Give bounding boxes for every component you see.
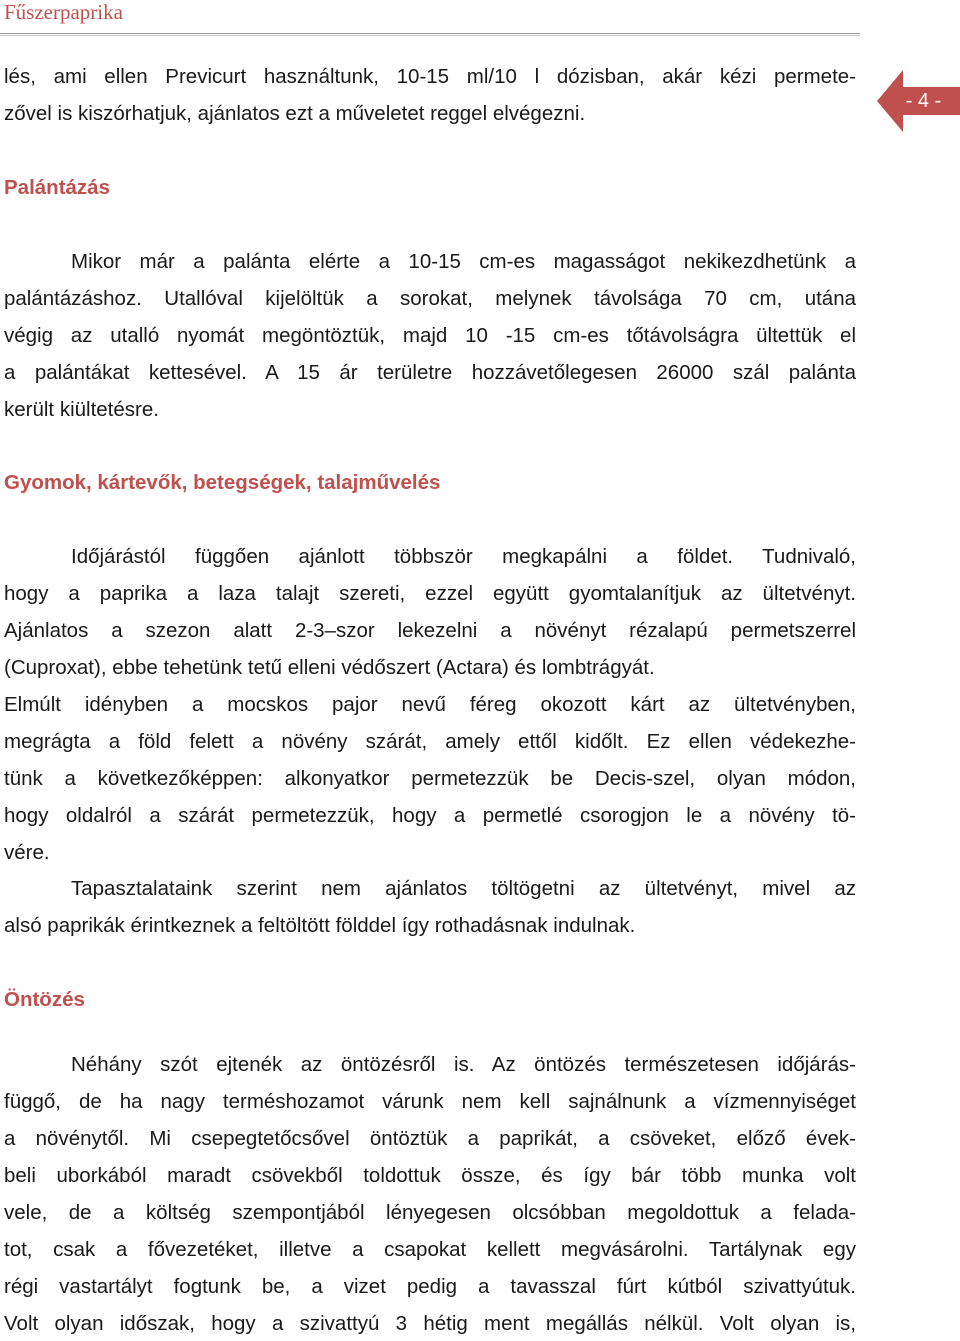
paragraph-line: Elmúlt idényben a mocskos pajor nevű féreg okozott kárt az ültetvényben,	[4, 693, 856, 716]
paragraph-line: függő, de ha nagy terméshozamot várunk nem kell sajnálnunk a vízmennyiséget	[4, 1090, 856, 1113]
paragraph-line: vére.	[4, 841, 50, 864]
paragraph-line: alsó paprikák érintkeznek a feltöltött földdel így rothadásnak indulnak.	[4, 914, 636, 937]
paragraph-line: a palántákat kettesével. A 15 ár területre hozzávetőlegesen 26000 szál palánta	[4, 361, 856, 384]
paragraph-line: beli uborkából maradt csövekből toldottuk össze, és így bár több munka volt	[4, 1164, 856, 1187]
page-number-badge	[877, 70, 960, 132]
paragraph-line: Ajánlatos a szezon alatt 2-3–szor lekezelni a növényt rézalapú permetszerrel	[4, 619, 856, 642]
paragraph-line: tünk a következőképpen: alkonyatkor permetezzük be Decis-szel, olyan módon,	[4, 767, 856, 790]
paragraph-line: végig az utalló nyomát megöntöztük, majd 10 -15 cm-es tőtávolságra ültettük el	[4, 324, 856, 347]
paragraph-line: palántázáshoz. Utallóval kijelöltük a sorokat, melynek távolsága 70 cm, utána	[4, 287, 856, 310]
paragraph-line: került kiültetésre.	[4, 398, 159, 421]
paragraph-line: hogy a paprika a laza talajt szereti, ezzel együtt gyomtalanítjuk az ültetvényt.	[4, 582, 856, 605]
paragraph-line: Néhány szót ejtenék az öntözésről is. Az öntözés természetesen időjárás-	[71, 1053, 856, 1076]
paragraph-line: (Cuproxat), ebbe tehetünk tetű elleni védőszert (Actara) és lombtrágyát.	[4, 656, 655, 679]
paragraph-line: Tapasztalataink szerint nem ajánlatos töltögetni az ültetvényt, mivel az	[71, 877, 856, 900]
page-header	[0, 0, 860, 34]
section-heading-palantazas: Palántázás	[4, 176, 110, 199]
paragraph-line: Volt olyan időszak, hogy a szivattyú 3 hétig ment megállás nélkül. Volt olyan is,	[4, 1312, 856, 1335]
paragraph-line: Mikor már a palánta elérte a 10-15 cm-es magasságot nekikezdhetünk a	[71, 250, 856, 273]
section-heading-gyomok: Gyomok, kártevők, betegségek, talajművelés	[4, 471, 441, 494]
page-number: - 4 -	[905, 90, 942, 112]
intro-line: lés, ami ellen Previcurt használtunk, 10-15 ml/10 l dózisban, akár kézi permete-	[4, 65, 856, 88]
paragraph-line: vele, de a költség szempontjából lényegesen olcsóbban megoldottuk a felada-	[4, 1201, 856, 1224]
paragraph-line: megrágta a föld felett a növény szárát, amely ettől kidőlt. Ez ellen védekezhe-	[4, 730, 856, 753]
paragraph-line: régi vastartályt fogtunk be, a vizet pedig a tavasszal fúrt kútból szivattyútuk.	[4, 1275, 856, 1298]
paragraph-line: tot, csak a fővezetéket, illetve a csapokat kellett megvásárolni. Tartálynak egy	[4, 1238, 856, 1261]
paragraph-line: a növénytől. Mi csepegtetőcsővel öntöztük a paprikát, a csöveket, előző évek-	[4, 1127, 856, 1150]
section-heading-ontozes: Öntözés	[4, 988, 85, 1011]
header-divider	[0, 35, 860, 36]
intro-line: zővel is kiszórhatjuk, ajánlatos ezt a műveletet reggel elvégezni.	[4, 102, 586, 125]
header-title: Fűszerpaprika	[4, 0, 123, 24]
paragraph-line: hogy oldalról a szárát permetezzük, hogy a permetlé csorogjon le a növény tö-	[4, 804, 856, 827]
paragraph-line: Időjárástól függően ajánlott többször megkapálni a földet. Tudnivaló,	[71, 545, 856, 568]
